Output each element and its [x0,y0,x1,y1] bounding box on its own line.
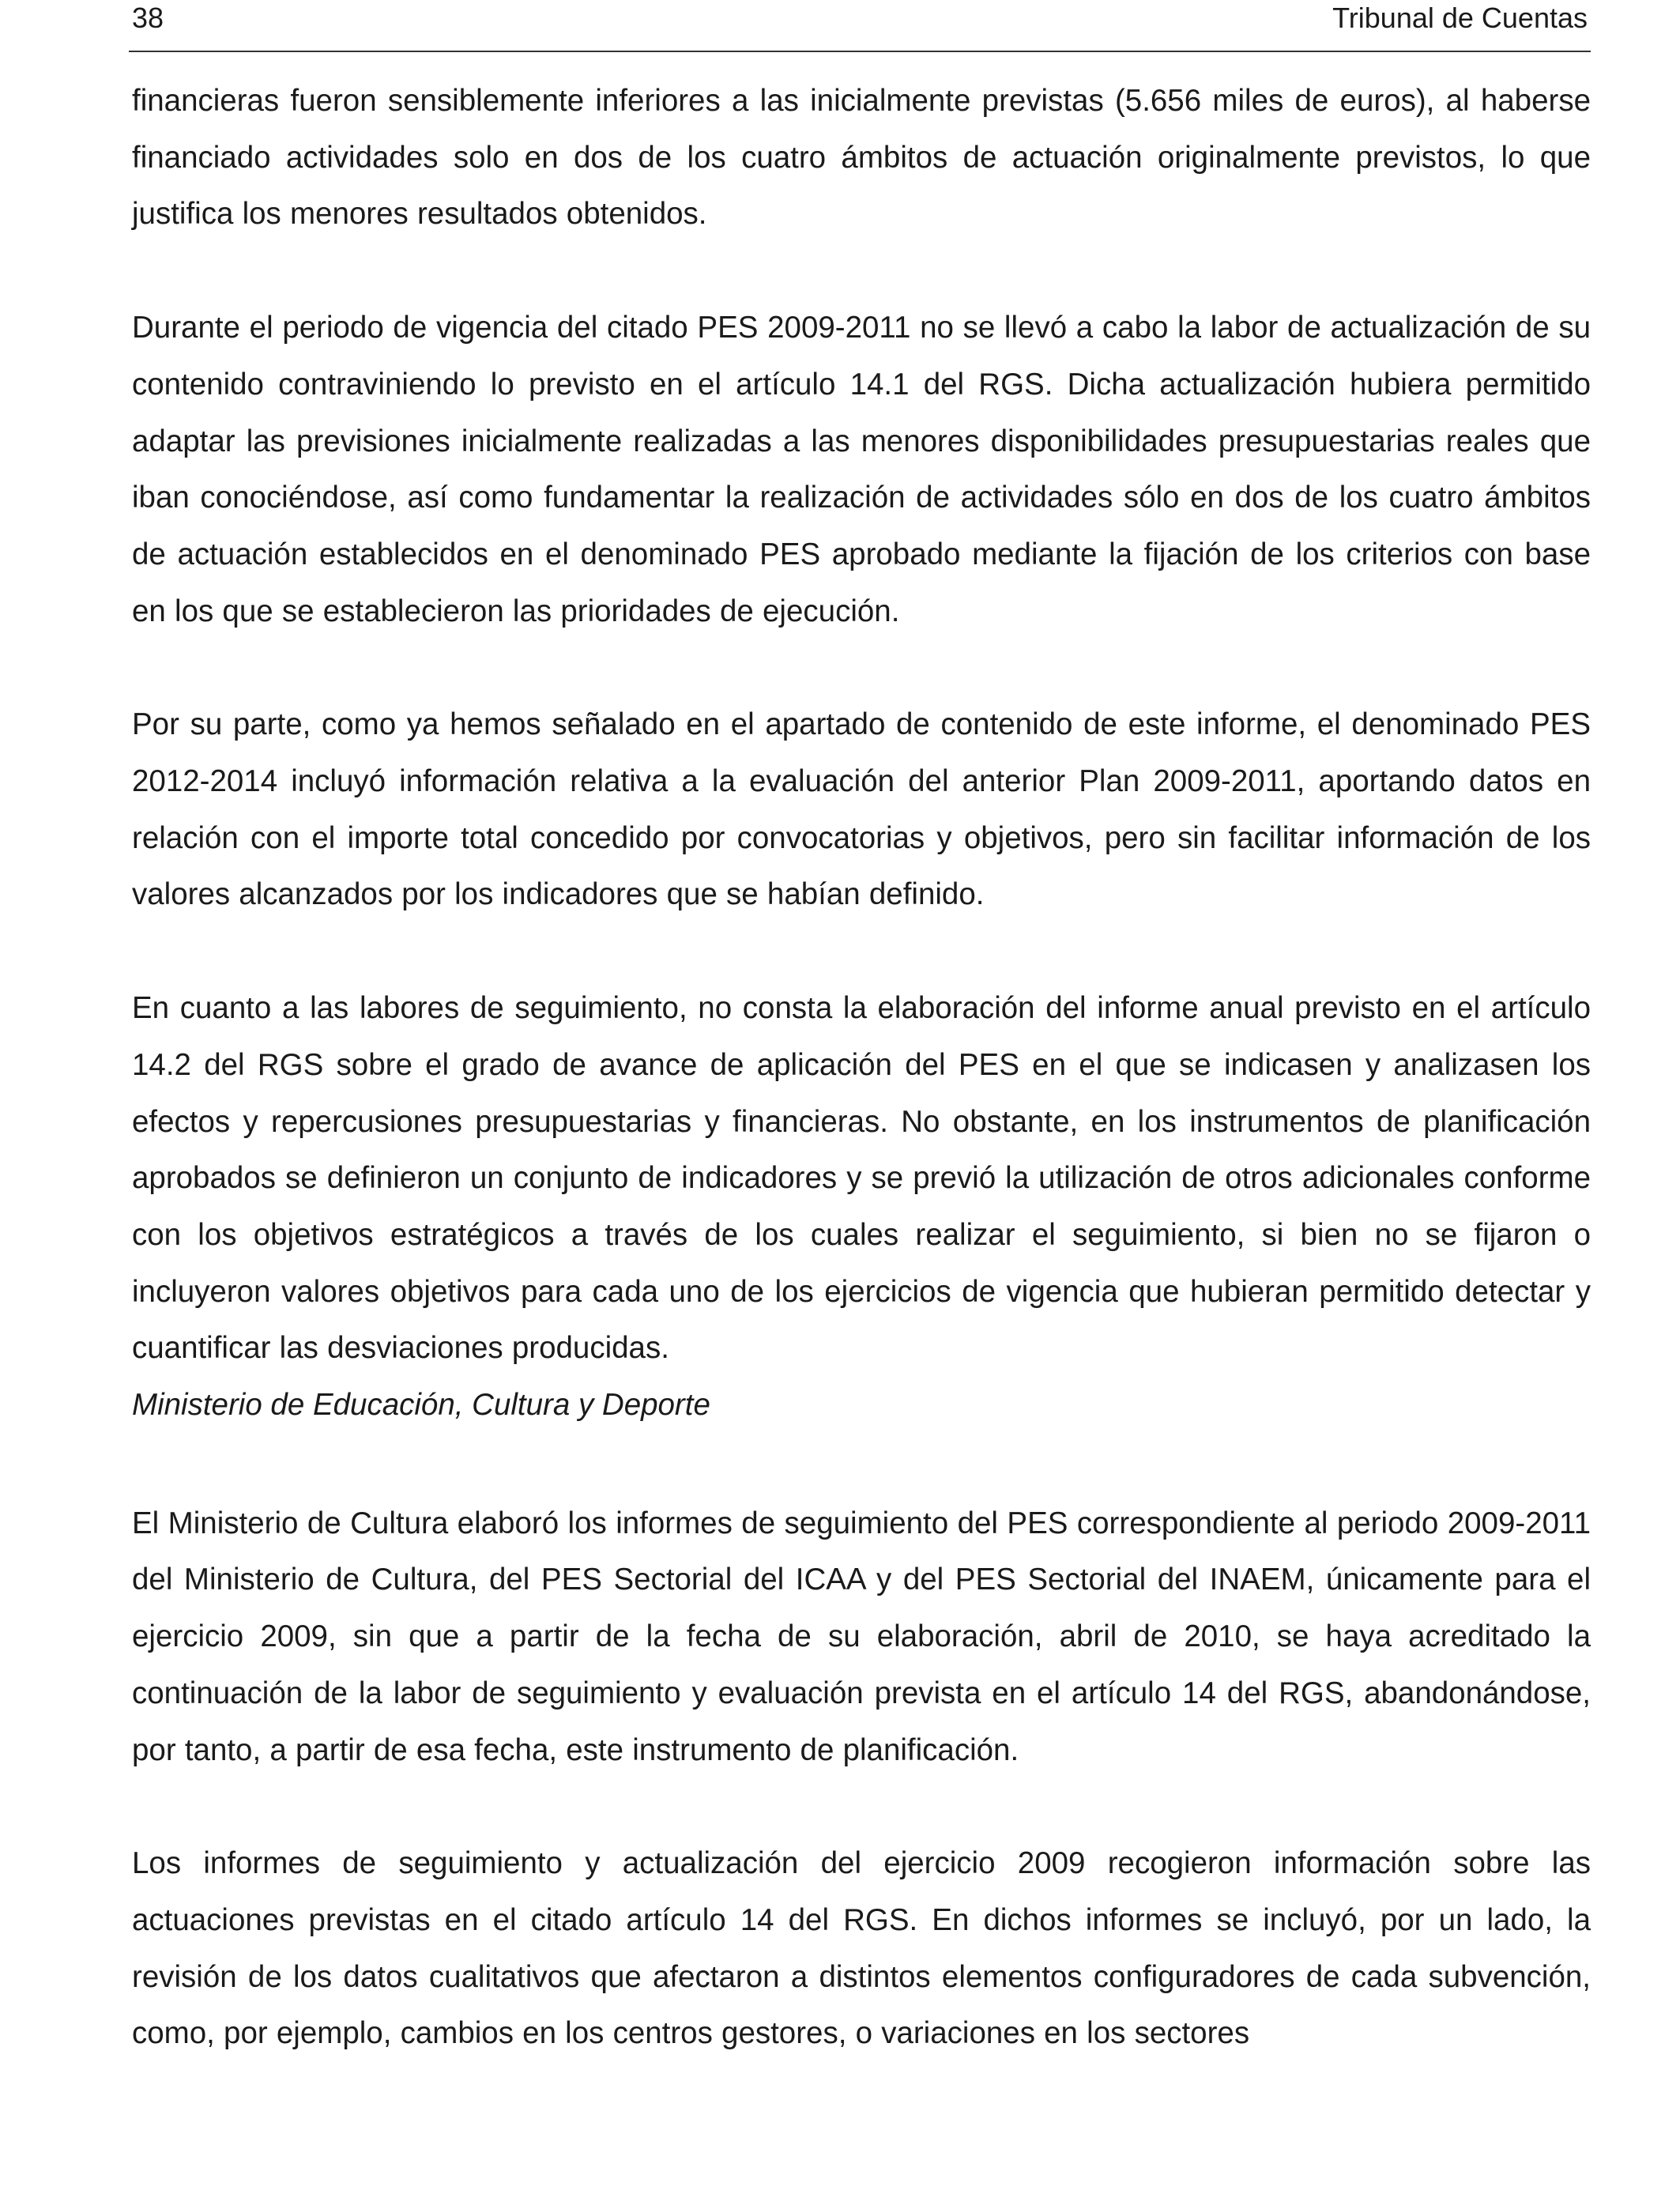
page-header [129,0,1591,52]
paragraph-pes-2012-2014: Por su parte, como ya hemos señalado en el apartado de contenido de este informe, el denominado PES 2012-2014 incluyó información relativa a la evaluación del anterior Plan 2009-2011, aportando datos en relación con el importe total concedido por convocatorias y objetivos, pero sin facilitar información de los valores alcanzados por los indicadores que se habían definido. [132,707,1591,912]
running-title: Tribunal de Cuentas [1332,2,1588,34]
section-heading-ministerio: Ministerio de Educación, Cultura y Deporte [132,1388,710,1423]
paragraph-ministerio-informes: El Ministerio de Cultura elaboró los informes de seguimiento del PES correspondiente al periodo 2009-2011 del Ministerio de Cultura, del PES Sectorial del ICAA y del PES Sectorial del INAEM, únicamente para el ejercicio 2009, sin que a partir de la fecha de su elaboración, abril de 2010, se haya acreditado la continuación de la labor de seguimiento y evaluación prevista en el artículo 14 del RGS, abandonándose, por tanto, a partir de esa fecha, este instrumento de planificación. [132,1506,1591,1767]
paragraph-monitoring: En cuanto a las labores de seguimiento, no consta la elaboración del informe anual previsto en el artículo 14.2 del RGS sobre el grado de avance de aplicación del PES en el que se indicasen y analizasen los efectos y repercusiones presupuestarias y financieras. No obstante, en los instrumentos de planificación aprobados se definieron un conjunto de indicadores y se previó la utilización de otros adicionales conforme con los objetivos estratégicos a través de los cuales realizar el seguimiento, si bien no se fijaron o incluyeron valores objetivos para cada uno de los ejercicios de vigencia que hubieran permitido detectar y cuantificar las desviaciones producidas. [132,991,1591,1366]
paragraph-pes-update: Durante el periodo de vigencia del citado PES 2009-2011 no se llevó a cabo la labor de actualización de su contenido contraviniendo lo previsto en el artículo 14.1 del RGS. Dicha actualización hubiera permitido adaptar las previsiones inicialmente realizadas a las menores disponibilidades presupuestarias reales que iban conociéndose, así como fundamentar la realización de actividades sólo en dos de los cuatro ámbitos de actuación establecidos en el denominado PES aprobado mediante la fijación de los criterios con base en los que se establecieron las prioridades de ejecución. [132,311,1591,628]
page-number: 38 [132,2,164,34]
document-body [132,73,1591,2062]
paragraph-informes-2009: Los informes de seguimiento y actualización del ejercicio 2009 recogieron información sobre las actuaciones previstas en el citado artículo 14 del RGS. En dichos informes se incluyó, por un lado, la revisión de los datos cualitativos que afectaron a distintos elementos configuradores de cada subvención, como, por ejemplo, cambios en los centros gestores, o variaciones en los sectores [132,1846,1591,2051]
paragraph-financing-results: financieras fueron sensiblemente inferiores a las inicialmente previstas (5.656 miles de euros), al haberse financiado actividades solo en dos de los cuatro ámbitos de actuación originalmente previstos, lo que justifica los menores resultados obtenidos. [132,84,1591,232]
